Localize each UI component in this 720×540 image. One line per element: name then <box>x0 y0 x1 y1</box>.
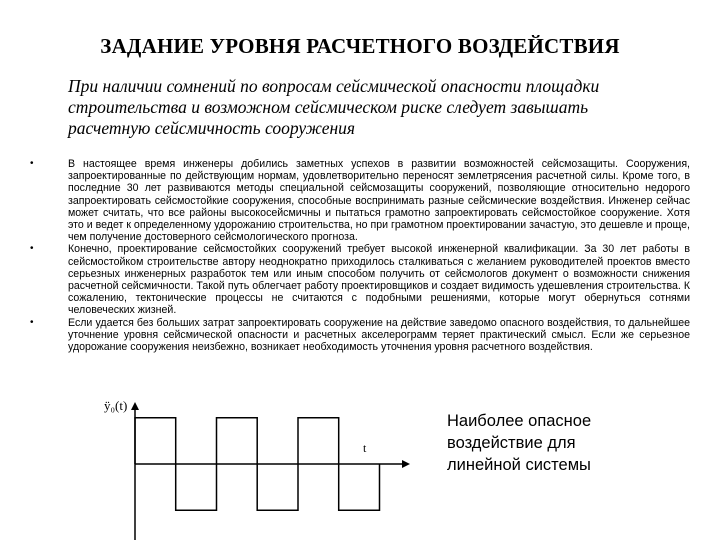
x-axis-label: t <box>363 441 367 455</box>
bullet-item <box>30 243 690 316</box>
bullet-text: Если удается без больших затрат запроектировать сооружение на действие заведомо опасного воздействия, то дальнейшее уточнение уровня сейсмической опасности и расчетных акселерограмм теряет практический смысл. Если же серьезное удорожание сооружения неизбежно, возникает необходимость уточнения уровня расчетного воздействия. <box>68 316 690 354</box>
bullet-item <box>30 317 690 354</box>
bullet-item <box>30 158 690 243</box>
bullet-dot: • <box>30 158 34 169</box>
bullet-text: Конечно, проектирование сейсмостойких сооружений требует высокой инженерной квалификации. За 30 лет работы в сейсмостойком строительстве автору неоднократно приходилось сталкиваться с желанием руководителей проектов вместо серьезных инженерных разработок тем или иным способом получить от сейсмологов документ о возможности снижения расчетной сейсмичности. Такой путь облегчает работу проектировщиков и создает видимость удешевления строительства. К сожалению, тектонические процессы не считаются с подобными решениями, которые могут обернуться сотнями человеческих жизней. <box>68 243 690 317</box>
slide-subtitle: При наличии сомнений по вопросам сейсмической опасности площадки строительства и возможном сейсмическом риске следует завышать расчетную сейсмичность сооружения <box>68 76 600 138</box>
bullet-dot: • <box>30 316 34 328</box>
slide-title: ЗАДАНИЕ УРОВНЯ РАСЧЕТНОГО ВОЗДЕЙСТВИЯ <box>100 34 620 58</box>
chart-caption: Наиболее опасное воздействие для линейной системы <box>447 412 592 474</box>
bullet-list <box>30 158 690 353</box>
y-axis-label: ÿ₀(t) <box>104 398 128 413</box>
bullet-text: В настоящее время инженеры добились заметных успехов в развитии возможностей сейсмозащиты. Сооружения, запроектированные по действующим нормам, удовлетворительно переносят землетрясения расчетной силы. Кроме того, в последние 30 лет развиваются методы специальной сейсмозащиты сооружений, позволяющие относительно недорого запроектировать сейсмостойкие сооружения, способные воспринимать разные сейсмические воздействия. Инженер сейчас может считать, что все районы высокосейсмичны и пытаться грамотно запроектировать сейсмостойкое сооружение. Хотя это и ведет к определенному удорожанию строительства, но при грамотном проектировании зачастую, это дешевле и проще, чем получение достоверного сейсмологического прогноза. <box>68 158 690 244</box>
square-wave-chart <box>104 392 420 540</box>
bullet-dot: • <box>30 243 34 255</box>
